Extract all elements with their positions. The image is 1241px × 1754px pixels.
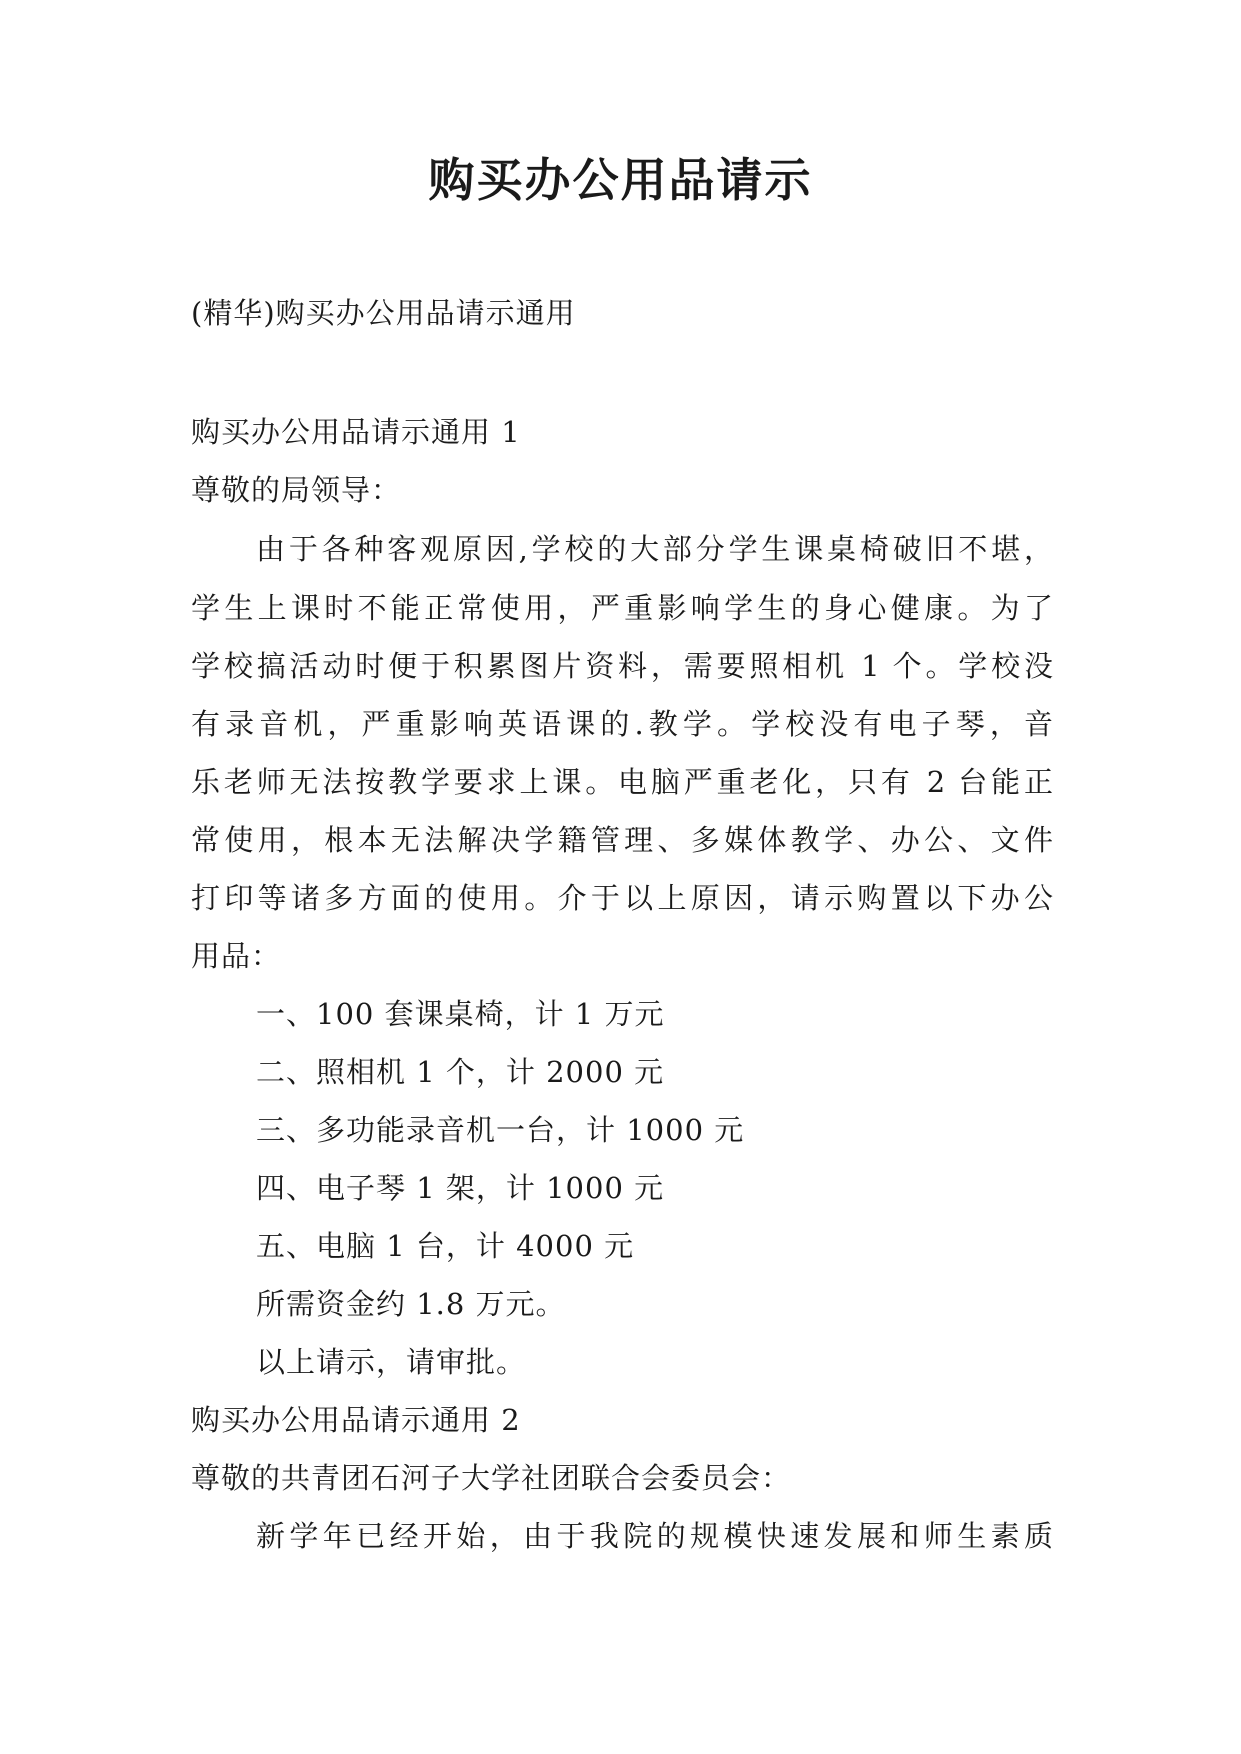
section-2-paragraph-line: 新学年已经开始，由于我院的规模快速发展和师生素质 bbox=[256, 1519, 1053, 1553]
purchase-item: 五、电脑 1 台，计 4000 元 bbox=[256, 1229, 635, 1263]
purchase-item: 一、100 套课桌椅，计 1 万元 bbox=[256, 997, 665, 1031]
document-title: 购买办公用品请示 bbox=[428, 153, 813, 207]
purchase-item: 二、照相机 1 个，计 2000 元 bbox=[256, 1055, 665, 1089]
section-1-paragraph-line: 打印等诸多方面的使用。介于以上原因，请示购置以下办公 bbox=[191, 881, 1053, 915]
section-1-heading: 购买办公用品请示通用 1 bbox=[191, 415, 521, 449]
section-1-paragraph-line: 由于各种客观原因,学校的大部分学生课桌椅破旧不堪， bbox=[256, 532, 1053, 566]
section-1-paragraph-line: 乐老师无法按教学要求上课。电脑严重老化，只有 2 台能正 bbox=[191, 765, 1053, 799]
purchase-item: 四、电子琴 1 架，计 1000 元 bbox=[256, 1171, 665, 1205]
section-1-paragraph-line: 学生上课时不能正常使用，严重影响学生的身心健康。为了 bbox=[191, 591, 1053, 625]
section-2-heading: 购买办公用品请示通用 2 bbox=[191, 1403, 521, 1437]
total-funds: 所需资金约 1.8 万元。 bbox=[256, 1287, 566, 1321]
section-1-paragraph-line: 用品： bbox=[191, 939, 282, 973]
section-2-salutation: 尊敬的共青团石河子大学社团联合会委员会： bbox=[191, 1461, 792, 1495]
section-1-paragraph-line: 学校搞活动时便于积累图片资料，需要照相机 1 个。学校没 bbox=[191, 649, 1053, 683]
closing-request: 以上请示，请审批。 bbox=[256, 1345, 527, 1379]
purchase-item: 三、多功能录音机一台，计 1000 元 bbox=[256, 1113, 745, 1147]
section-1-paragraph-line: 常使用，根本无法解决学籍管理、多媒体教学、办公、文件 bbox=[191, 823, 1053, 857]
document-subtitle: (精华)购买办公用品请示通用 bbox=[191, 296, 576, 330]
section-1-salutation: 尊敬的局领导： bbox=[191, 473, 402, 507]
section-1-paragraph-line: 有录音机，严重影响英语课的.教学。学校没有电子琴，音 bbox=[191, 707, 1053, 741]
